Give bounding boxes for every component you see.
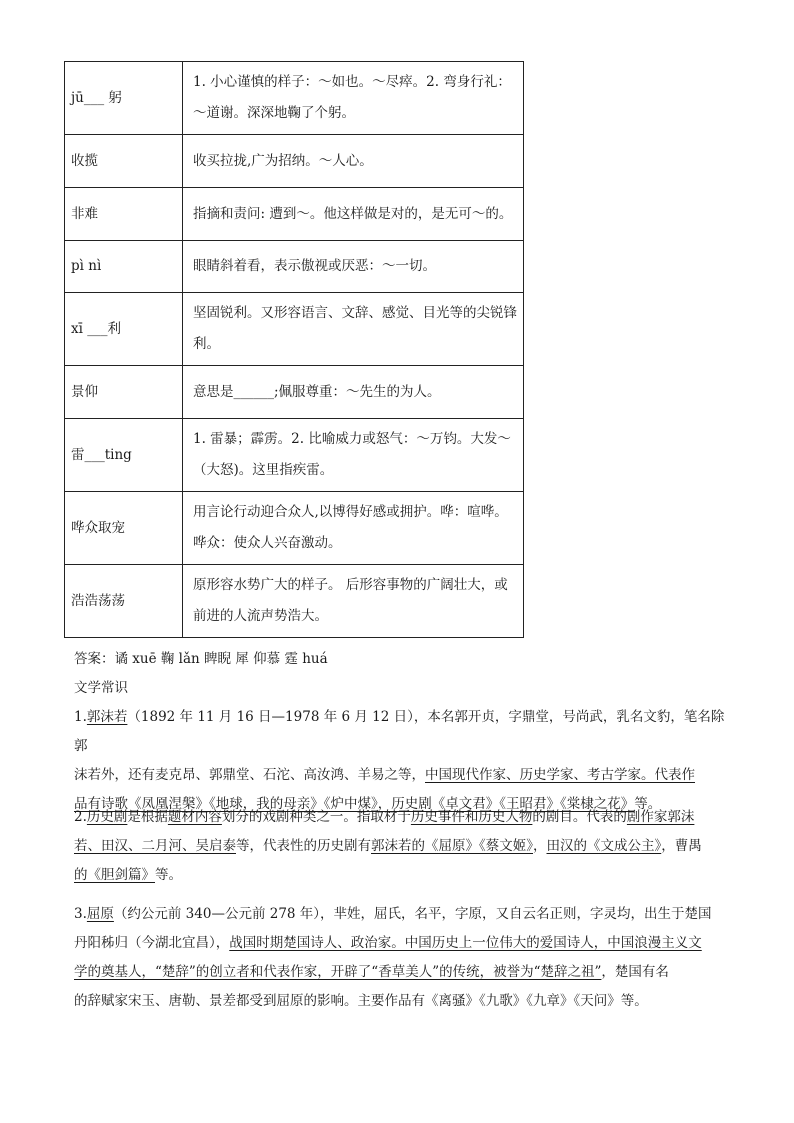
definition-cell: 1. 雷暴；霹雳。2. 比喻威力或怒气：～万钧。大发～（大怒)。这里指疾雷。: [183, 419, 524, 492]
item-number: 3.: [74, 906, 87, 922]
text-line: [74, 832, 734, 861]
text-run: （约公元前 340—公元前 278 年），芈姓，屈氏，名平，字原，又自云名正则，字灵均，出生于楚国: [113, 906, 712, 922]
definition-cell: 意思是______;佩服尊重：～先生的为人。: [183, 366, 524, 419]
item-historical-drama: [74, 803, 734, 890]
text-run: 划分的戏剧种类之一。指取材于: [221, 809, 411, 825]
text-run: ，: [533, 838, 547, 854]
text-line: [74, 861, 734, 890]
answer-line: 答案：谲 xuē 鞠 lǎn 睥睨 犀 仰慕 霆 huá: [74, 651, 328, 667]
definition-cell: 收买拉拢,广为招纳。～人心。: [183, 135, 524, 188]
underlined-text: 学的奠基人，“楚辞”的创立者和代表作家，开辟了“香草美人”的传统，被誉为“楚辞之祖”: [74, 964, 602, 980]
definition-cell: 用言论行动迎合众人,以博得好感或拥护。哗：喧哗。哗众：使众人兴奋激动。: [183, 492, 524, 565]
term-name: 历史剧: [86, 809, 128, 825]
text-line: [74, 703, 734, 761]
underlined-text: 历史事件和历史人物: [410, 809, 533, 825]
word-cell: 收揽: [65, 135, 183, 188]
word-cell: 景仰: [65, 366, 183, 419]
table-row: [65, 419, 524, 492]
underlined-text: 田汉的《文成公主》: [546, 838, 662, 854]
text-run: （1892 年 11 月 16 日—1978 年 6 月 12 日），本名郭开贞，字鼎堂，号尚武，乳名文豹，笔名除郭: [74, 709, 725, 754]
table-row: [65, 62, 524, 135]
underlined-text: 的《胆剑篇》: [74, 867, 155, 883]
definition-cell: 眼睛斜着看，表示傲视或厌恶：～一切。: [183, 241, 524, 293]
item-number: 1.: [74, 709, 87, 725]
section-title: 文学常识: [74, 680, 128, 696]
table-row: [65, 188, 524, 241]
text-run: 丹阳秭归（今湖北宜昌），: [74, 935, 230, 951]
word-cell: 浩浩荡荡: [65, 565, 183, 638]
text-line: [74, 929, 734, 958]
underlined-text: 题材内容: [167, 809, 222, 825]
underlined-text: 郭沫若的《屈原》《蔡文姬》: [371, 838, 533, 854]
text-run: 的剧目。代表的: [532, 809, 627, 825]
item-qu-yuan: [74, 900, 734, 1016]
table-row: [65, 366, 524, 419]
item-guo-moruo: [74, 703, 734, 819]
underlined-text: 战国时期楚国诗人、政治家。中国历史上一位伟大的爱国诗人，中国浪漫主义文: [229, 935, 702, 951]
table-row: [65, 293, 524, 366]
underlined-text: 剧作家郭沫: [626, 809, 695, 825]
table-row: [65, 565, 524, 638]
table-row: [65, 492, 524, 565]
text-run: 沫若外，还有麦克昂、郭鼎堂、石沱、高汝鸿、羊易之等，: [74, 767, 425, 783]
text-run: 等。: [634, 796, 662, 812]
definition-cell: 1. 小心谨慎的样子：～如也。～尽瘁。2. 弯身行礼：～道谢。深深地鞠了个躬。: [183, 62, 524, 135]
text-line: [74, 761, 734, 790]
text-line: [74, 987, 734, 1016]
underlined-text: 若、田汉、二月河、吴启泰: [74, 838, 236, 854]
definition-cell: 指摘和责问: 遭到～。他这样做是对的，是无可～的。: [183, 188, 524, 241]
word-cell: 非难: [65, 188, 183, 241]
table-row: [65, 135, 524, 188]
text-run: ，曹禺: [661, 838, 702, 854]
term-name: 郭沫若: [86, 709, 128, 725]
definition-cell: 原形容水势广大的样子。 后形容事物的广阔壮大，或前进的人流声势浩大。: [183, 565, 524, 638]
text-line: [74, 803, 734, 832]
word-cell: 雷___ting: [65, 419, 183, 492]
word-cell: xī ___利: [65, 293, 183, 366]
underlined-text: 品有诗歌《凤凰涅槃》《地球，我的母亲》《炉中煤》，历史剧《卓文君》《王昭君》《棠棣之花》: [74, 796, 635, 812]
word-cell: jū___ 躬: [65, 62, 183, 135]
text-run: 等，代表性的历史剧有: [236, 838, 371, 854]
text-run: ，楚国有名: [601, 964, 669, 980]
word-cell: 哗众取宠: [65, 492, 183, 565]
text-line: [74, 900, 734, 929]
text-run: 是根据: [127, 809, 168, 825]
word-cell: pì nì: [65, 241, 183, 293]
definition-cell: 坚固锐利。又形容语言、文辞、感觉、目光等的尖锐锋利。: [183, 293, 524, 366]
text-run: 的辞赋家宋玉、唐勒、景差都受到屈原的影响。主要作品有《离骚》《九歌》《九章》《天问》等。: [74, 993, 648, 1009]
item-number: 2.: [74, 809, 87, 825]
vocab-table: [64, 61, 524, 638]
term-name: 屈原: [86, 906, 114, 922]
table-row: [65, 241, 524, 293]
underlined-text: 中国现代作家、历史学家、考古学家。代表作: [425, 767, 695, 783]
text-run: 等。: [155, 867, 182, 883]
text-line: [74, 958, 734, 987]
